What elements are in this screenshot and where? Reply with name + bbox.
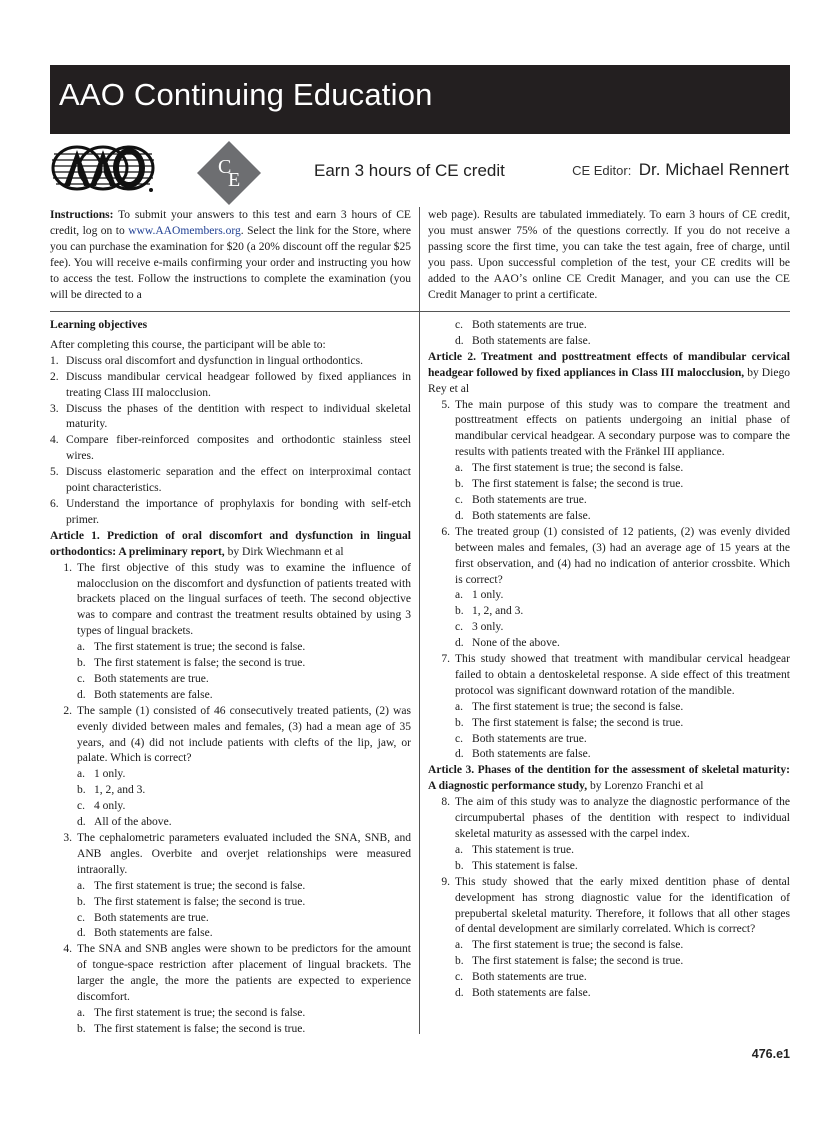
objective-item: 2. Discuss mandibular cervical headgear followed by fixed appliances in treating Class III malocclusion. (50, 370, 411, 399)
answer-option[interactable]: b. This statement is false. (455, 859, 578, 872)
question-text: The SNA and SNB angles were shown to be predictors for the amount of tongue-space restriction after placement of lingual brackets. The larger the angle, the more the patients are expected to experience discomfort. (77, 943, 411, 1004)
answer-option[interactable]: a. The first statement is true; the second is false. (455, 700, 684, 713)
answer-option[interactable]: b. 1, 2, and 3. (77, 784, 146, 797)
page-title: AAO Continuing Education (59, 77, 433, 112)
answer-option[interactable]: c. Both statements are true. (455, 493, 587, 506)
answer-option[interactable]: a. 1 only. (77, 768, 126, 781)
article-3-heading: Article 3. Phases of the dentition for the assessment of skeletal maturity: A diagnostic performance study, by Lorenzo Franchi et al (428, 764, 790, 793)
answer-option[interactable]: d. Both statements are false. (77, 688, 213, 701)
answer-option[interactable]: d. Both statements are false. (455, 334, 591, 347)
aao-logo (50, 142, 156, 194)
question-5: 5. The main purpose of this study was to compare the treatment and posttreatment effects on patients undergoing an initial phase of mandibular cervical headgear. A secondary purpose was to compare the results with patients treated with the Fränkel III appliance. a. The first statement is true; the second is false. b. The first statement is false; the second is true. c. Both statements are true. d. Both statements are false. (428, 398, 790, 525)
svg-text:E: E (228, 169, 241, 191)
question-1: 1. The first objective of this study was to examine the influence of malocclusion on the discomfort and dysfunction of patients treated with brackets placed on the lingual surfaces of teeth. The second objective was to compare and contrast the treatment results obtained by using 3 types of lingual brackets. a. The first statement is true; the second is false. b. The first statement is false; the second is true. c. Both statements are true. d. Both statements are false. (50, 561, 411, 704)
answer-option[interactable]: c. Both statements are true. (77, 911, 209, 924)
ce-editor-name: Dr. Michael Rennert (638, 160, 789, 179)
answer-option[interactable]: d. Both statements are false. (455, 987, 591, 1000)
answer-option[interactable]: d. None of the above. (455, 637, 560, 650)
objectives-intro: After completing this course, the participant will be able to: (50, 338, 326, 351)
title-banner (50, 65, 790, 134)
ce-logo (196, 140, 262, 206)
question-7: 7. This study showed that treatment with mandibular cervical headgear failed to obtain a dentoskeletal response. A side effect of this treatment protocol was significant downward rotation of the mandible. a. The first statement is true; the second is false. b. The first statement is false; the second is true. c. Both statements are true. d. Both statements are false. (428, 652, 790, 763)
objective-item: 1. Discuss oral discomfort and dysfunction in lingual orthodontics. (50, 354, 363, 367)
answer-option[interactable]: a. 1 only. (455, 589, 504, 602)
instructions-text: To submit your answers to this test and earn 3 hours of CE credit, log on to (50, 209, 411, 237)
answer-option[interactable]: c. Both statements are true. (455, 319, 587, 331)
objective-item: 4. Compare fiber-reinforced composites and orthodontic stainless steel wires. (50, 434, 411, 463)
question-text: The first objective of this study was to examine the influence of malocclusion on the discomfort and dysfunction of patients treated with brackets placed on the lingual surfaces of teeth. The second objective was to compare and contrast the treatment results obtained by using 3 types of lingual brackets. (77, 561, 411, 638)
answer-option[interactable]: b. The first statement is false; the second is true. (77, 657, 306, 670)
answer-option[interactable]: d. Both statements are false. (455, 748, 591, 761)
page-number: 476.e1 (751, 1047, 790, 1061)
instructions-right: web page). Results are tabulated immediately. To earn 3 hours of CE credit, you must answer 75% of the questions correctly. If you do not receive a passing score the first time, you can take the test again, free of charge, until you pass. Upon successful completion of the test, your CE credits will be added to the AAOʼs online CE Credit Manager, and you can use the CE Credit Manager to print a certificate. (428, 209, 790, 301)
question-2: 2. The sample (1) consisted of 46 consecutively treated patients, (2) was evenly divided between males and females, (3) had a mean age of 35 years, and (4) did not include patients with clefts of the lip, jaw, or palate. Which is correct? a. 1 only. b. 1, 2, and 3. c. 4 only. d. All of the above. (50, 704, 411, 831)
column-divider-top (419, 207, 420, 311)
left-column (50, 318, 411, 1038)
question-4: 4. The SNA and SNB angles were shown to be predictors for the amount of tongue-space restriction after placement of lingual brackets. The larger the angle, the more the patients are expected to experience discomfort. a. The first statement is true; the second is false. b. The first statement is false; the second is true. (50, 942, 411, 1037)
answer-option[interactable]: a. The first statement is true; the second is false. (455, 462, 684, 475)
right-column (428, 318, 790, 1002)
instructions-left (50, 208, 411, 303)
answer-option[interactable]: d. Both statements are false. (455, 509, 591, 522)
question-8: 8. The aim of this study was to analyze the diagnostic performance of the circumpubertal phases of the dentition with respect to individual skeletal maturity as assessed with the carpel index. a. This statement is true. b. This statement is false. (428, 795, 790, 875)
answer-option[interactable]: c. Both statements are true. (455, 732, 587, 745)
answer-option[interactable]: d. All of the above. (77, 816, 172, 829)
objective-item: 6. Understand the importance of prophylaxis for bonding with self-etch primer. (50, 497, 411, 526)
question-9: 9. This study showed that the early mixed dentition phase of dental development has strong diagnostic value for the identification of prepubertal skeletal maturity. Therefore, it follows that all other stages of dental development are similarly correlated. Which is correct? a. The first statement is true; the second is false. b. The first statement is false; the second is true. c. Both statements are true. d. Both statements are false. (428, 875, 790, 1002)
instructions-label: Instructions: (50, 209, 114, 221)
answer-option[interactable]: b. The first statement is false; the second is true. (455, 955, 684, 968)
answer-option[interactable]: c. Both statements are true. (77, 672, 209, 685)
answer-option[interactable]: a. The first statement is true; the second is false. (77, 879, 306, 892)
question-text: The cephalometric parameters evaluated included the SNA, SNB, and ANB angles. Overbite and overjet relationships were measured intraorally. (77, 832, 411, 876)
answer-option[interactable]: d. Both statements are false. (77, 927, 213, 940)
question-text: This study showed that the early mixed dentition phase of dental development has strong diagnostic value for the identification of prepubertal skeletal maturity. Therefore, it follows that all other stages of dental development are similarly correlated. Which is correct? (455, 875, 790, 936)
question-4-cont (428, 318, 790, 350)
question-text: The sample (1) consisted of 46 consecutively treated patients, (2) was evenly divided between males and females, (3) had a mean age of 35 years, and (4) did not include patients with clefts of the lip, jaw, or palate. Which is correct? (77, 704, 411, 765)
answer-option[interactable]: c. Both statements are true. (455, 971, 587, 984)
answer-option[interactable]: a. The first statement is true; the second is false. (455, 939, 684, 952)
ce-credit-label: Earn 3 hours of CE credit (314, 161, 505, 180)
answer-option[interactable]: c. 4 only. (77, 800, 126, 813)
objectives-heading: Learning objectives (50, 319, 148, 331)
objective-item: 3. Discuss the phases of the dentition with respect to individual skeletal maturity. (50, 402, 411, 431)
instructions-text-cont: . Select the link for the Store, where you can purchase the examination for $20 (a 20% discount off the regular $25 fee). You will receive e-mails confirming your order and instructing you how to access the test. Follow the instructions to complete the examination (you will be directed to a (50, 224, 411, 301)
ce-editor-label: CE Editor: (572, 163, 632, 178)
answer-option[interactable]: b. The first statement is false; the second is true. (455, 478, 684, 491)
answer-option[interactable]: c. 3 only. (455, 621, 504, 634)
answer-option[interactable]: b. The first statement is false; the second is true. (77, 895, 306, 908)
objectives-list (50, 354, 411, 529)
answer-option[interactable]: b. The first statement is false; the second is true. (77, 1022, 306, 1035)
answer-option[interactable]: b. 1, 2, and 3. (455, 605, 524, 618)
article-2-heading: Article 2. Treatment and posttreatment effects of mandibular cervical headgear followed by fixed appliances in Class III malocclusion, by Diego Rey et al (428, 350, 790, 395)
question-text: The aim of this study was to analyze the diagnostic performance of the circumpubertal phases of the dentition with respect to individual skeletal maturity as assessed with the carpel index. (455, 796, 790, 840)
answer-option[interactable]: a. The first statement is true; the second is false. (77, 1006, 306, 1019)
question-text: The treated group (1) consisted of 12 patients, (2) was evenly divided between males and females, (3) had an average age of 15 years at the first observation, and (4) had no indication of anterior crossbite. Which is correct? (455, 525, 790, 586)
ce-editor (572, 160, 789, 180)
answer-option[interactable]: b. The first statement is false; the second is true. (455, 716, 684, 729)
answer-option[interactable]: a. This statement is true. (455, 843, 574, 856)
svg-text:C: C (218, 156, 232, 178)
question-3: 3. The cephalometric parameters evaluated included the SNA, SNB, and ANB angles. Overbite and overjet relationships were measured intraorally. a. The first statement is true; the second is false. b. The first statement is false; the second is true. c. Both statements are true. d. Both statements are false. (50, 831, 411, 942)
answer-option[interactable]: a. The first statement is true; the second is false. (77, 641, 306, 654)
question-6: 6. The treated group (1) consisted of 12 patients, (2) was evenly divided between males and females, (3) had an average age of 15 years at the first observation, and (4) had no indication of anterior crossbite. Which is correct? a. 1 only. b. 1, 2, and 3. c. 3 only. d. None of the above. (428, 525, 790, 652)
question-text: This study showed that treatment with mandibular cervical headgear failed to obtain a dentoskeletal response. A side effect of this treatment protocol was significant downward rotation of the mandible. (455, 653, 790, 697)
column-divider (419, 312, 420, 1034)
question-text: The main purpose of this study was to compare the treatment and posttreatment effects on patients undergoing an initial phase of mandibular cervical headgear. A secondary purpose was to compare the results with patients treated with the Fränkel III appliance. (455, 398, 790, 459)
aao-members-link[interactable]: www.AAOmembers.org (128, 224, 241, 237)
objective-item: 5. Discuss elastomeric separation and the effect on interproximal contact point characteristics. (50, 466, 411, 495)
article-1-heading: Article 1. Prediction of oral discomfort and dysfunction in lingual orthodontics: A preliminary report, by Dirk Wiechmann et al (50, 529, 411, 558)
section-divider (50, 311, 790, 312)
